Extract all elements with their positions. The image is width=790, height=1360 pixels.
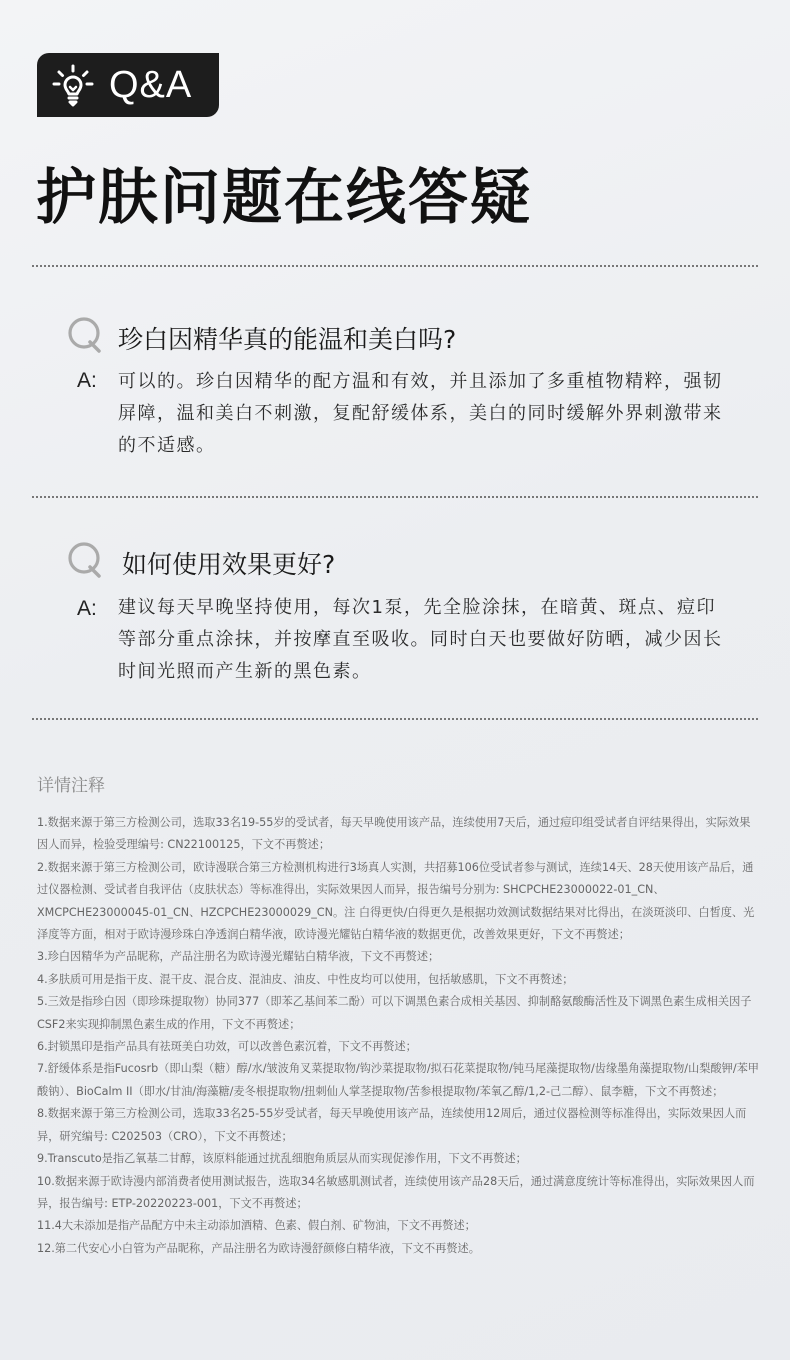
divider: [32, 496, 758, 498]
note-item: 12.第二代安心小白管为产品昵称，产品注册名为欧诗漫舒颜修白精华液，下文不再赘述。: [37, 1241, 480, 1255]
badge-text: Q&A: [109, 63, 193, 106]
answer-mark: A:: [77, 597, 97, 620]
page-title: 护肤问题在线答疑: [36, 163, 532, 233]
question-q-icon: [66, 540, 104, 580]
question-text: 如何使用效果更好?: [122, 550, 336, 579]
note-item: 1.数据来源于第三方检测公司，选取33名19-55岁的受试者，每天早晚使用该产品，连续使用7天后，通过痘印组受试者自评结果得出，实际效果因人而异，检验受理编号: CN22100125，下文不再赘述；: [37, 816, 751, 852]
question-text: 珍白因精华真的能温和美白吗?: [118, 325, 457, 354]
note-item: 6.封锁黑印是指产品具有祛斑美白功效，可以改善色素沉着，下文不再赘述；: [37, 1040, 417, 1054]
notes-list: [37, 812, 759, 1260]
divider: [32, 265, 758, 267]
question-q-icon: [66, 315, 104, 355]
lightbulb-icon: [51, 63, 95, 107]
note-item: 4.多肤质可用是指干皮、混干皮、混合皮、混油皮、油皮、中性皮均可以使用，包括敏感肌，下文不再赘述；: [37, 972, 574, 986]
note-item: 11.4大未添加是指产品配方中未主动添加酒精、色素、假白剂、矿物油，下文不再赘述；: [37, 1219, 476, 1233]
note-item: 2.数据来源于第三方检测公司，欧诗漫联合第三方检测机构进行3场真人实测，共招募106位受试者参与测试，连续14天、28天使用该产品后，通过仪器检测、受试者自我评估（皮肤状态）等标准得出，实际效果因人而异，报告编号分别为: SHCPCHE23000022-01_CN、XMCPCHE23000045-01_CN、HZCPCHE23000029_CN。注 白得更快/白得更久是根据功效测试数据结果对比得出，在淡斑淡印、白皙度、光泽度等方面，相对于欧诗漫珍珠白净透润白精华液，欧诗漫光耀钻白精华液的数据更优，改善效果更好，下文不再赘述；: [37, 860, 755, 942]
answer-text: 可以的。珍白因精华的配方温和有效，并且添加了多重植物精粹，强韧屏障，温和美白不刺激，复配舒缓体系，美白的同时缓解外界刺激带来的不适感。: [118, 371, 723, 456]
answer-mark: A:: [77, 369, 97, 392]
notes-title: 详情注释: [37, 776, 105, 796]
note-item: 5.三效是指珍白因（即珍珠提取物）协同377（即苯乙基间苯二酚）可以下调黑色素合成相关基因、抑制酪氨酸酶活性及下调黑色素生成相关因子CSF2来实现抑制黑色素生成的作用，下文不再赘述；: [37, 995, 752, 1031]
qa-badge: [37, 53, 219, 117]
divider: [32, 718, 758, 720]
note-item: 3.珍白因精华为产品昵称，产品注册名为欧诗漫光耀钻白精华液，下文不再赘述；: [37, 950, 440, 964]
note-item: 9.Transcuto是指乙氧基二甘醇，该原料能通过扰乱细胞角质层从而实现促渗作用，下文不再赘述；: [37, 1152, 527, 1166]
note-item: 8.数据来源于第三方检测公司，选取33名25-55岁受试者，每天早晚使用该产品，连续使用12周后，通过仪器检测等标准得出，实际效果因人而异，研究编号: C202503（CRO），下文不再赘述；: [37, 1107, 747, 1143]
answer-text: 建议每天早晚坚持使用，每次1泵，先全脸涂抹，在暗黄、斑点、痘印等部分重点涂抹，并按摩直至吸收。同时白天也要做好防晒，减少因长时间光照而产生新的黑色素。: [118, 597, 723, 682]
note-item: 7.舒缓体系是指Fucosrb（即山梨（糖）醇/水/皱波角叉菜提取物/钩沙菜提取物/拟石花菜提取物/钝马尾藻提取物/齿缘墨角藻提取物/山梨酸钾/苯甲酸钠）、BioCalm II（即水/甘油/海藻糖/麦冬根提取物/扭刺仙人掌茎提取物/苦参根提取物/苯氧乙醇/1,2-己二醇）、鼠李糖，下文不再赘述；: [37, 1062, 759, 1098]
note-item: 10.数据来源于欧诗漫内部消费者使用测试报告，选取34名敏感肌测试者，连续使用该产品28天后，通过满意度统计等标准得出，实际效果因人而异，报告编号: ETP-20220223-001，下文不再赘述；: [37, 1174, 755, 1210]
